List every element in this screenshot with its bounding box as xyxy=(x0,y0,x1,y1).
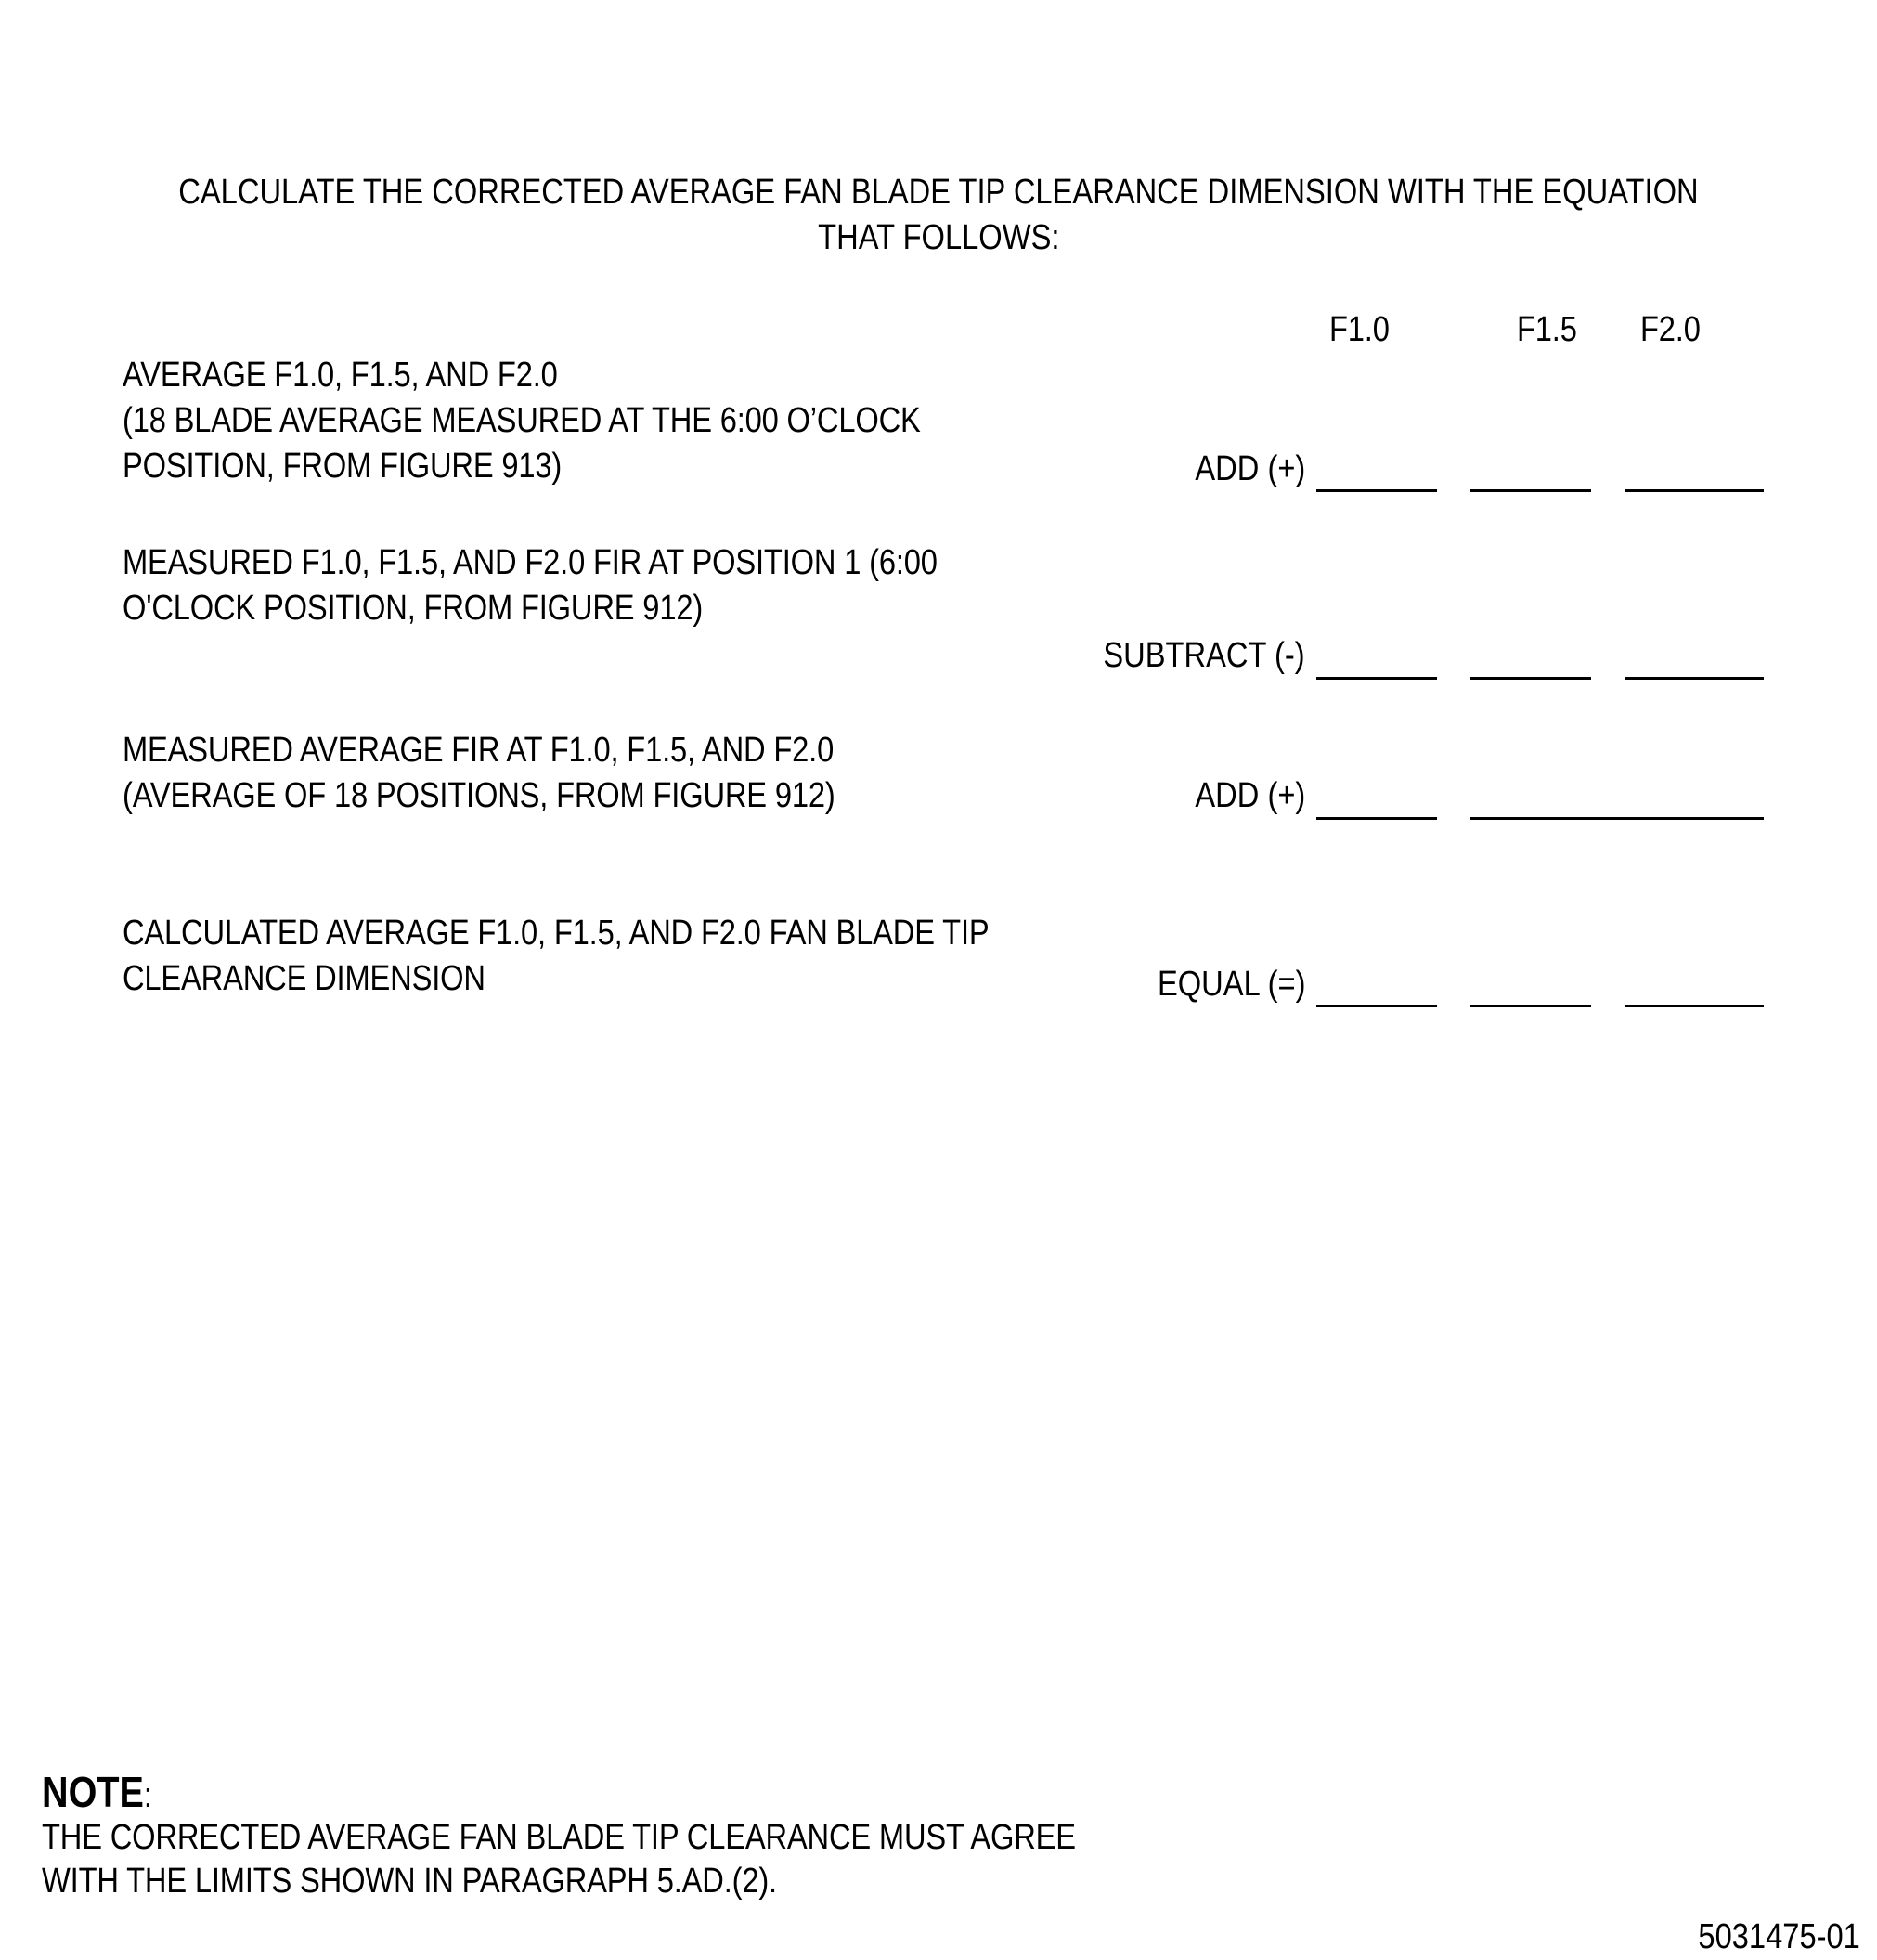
row-1-f2-0-blank[interactable] xyxy=(1625,489,1764,492)
row-2-f1-5-blank[interactable] xyxy=(1470,677,1591,680)
row-4-f1-0-blank[interactable] xyxy=(1316,1005,1437,1007)
row-2-line-2: O'CLOCK POSITION, FROM FIGURE 912) xyxy=(123,589,704,628)
note-line-1: THE CORRECTED AVERAGE FAN BLADE TIP CLEARANCE MUST AGREE xyxy=(42,1818,1076,1857)
row-3-f1-0-blank[interactable] xyxy=(1316,817,1437,820)
row-4-operator: EQUAL (=) xyxy=(1157,965,1305,1004)
row-2-f1-0-blank[interactable] xyxy=(1316,677,1437,680)
row-2-f2-0-blank[interactable] xyxy=(1625,677,1764,680)
row-4-f1-5-blank[interactable] xyxy=(1470,1005,1591,1007)
row-2-operator: SUBTRACT (-) xyxy=(1103,636,1305,675)
note-colon: : xyxy=(143,1776,152,1815)
row-3-line-1: MEASURED AVERAGE FIR AT F1.0, F1.5, AND F2.0 xyxy=(123,731,835,770)
row-4-f2-0-blank[interactable] xyxy=(1625,1005,1764,1007)
note-label: NOTE: xyxy=(42,1768,152,1816)
row-1-line-1: AVERAGE F1.0, F1.5, AND F2.0 xyxy=(123,356,558,395)
row-4-line-2: CLEARANCE DIMENSION xyxy=(123,959,485,998)
row-3-line-2: (AVERAGE OF 18 POSITIONS, FROM FIGURE 912) xyxy=(123,776,835,815)
column-header-f2-0: F2.0 xyxy=(1640,310,1701,349)
row-1-operator: ADD (+) xyxy=(1195,449,1305,488)
row-3-operator: ADD (+) xyxy=(1195,776,1305,815)
note-line-2: WITH THE LIMITS SHOWN IN PARAGRAPH 5.AD.(2). xyxy=(42,1862,777,1901)
figure-id: 5031475-01 xyxy=(1698,1917,1860,1956)
row-2-line-1: MEASURED F1.0, F1.5, AND F2.0 FIR AT POSITION 1 (6:00 xyxy=(123,543,938,582)
heading-line-1: CALCULATE THE CORRECTED AVERAGE FAN BLADE TIP CLEARANCE DIMENSION WITH THE EQUATION xyxy=(178,173,1699,212)
row-4-line-1: CALCULATED AVERAGE F1.0, F1.5, AND F2.0 FAN BLADE TIP xyxy=(123,914,990,953)
row-3-f1-5-f2-0-blank[interactable] xyxy=(1470,817,1764,820)
column-header-f1-5: F1.5 xyxy=(1517,310,1577,349)
row-1-f1-0-blank[interactable] xyxy=(1316,489,1437,492)
row-1-line-2: (18 BLADE AVERAGE MEASURED AT THE 6:00 O’CLOCK xyxy=(123,401,921,440)
row-1-f1-5-blank[interactable] xyxy=(1470,489,1591,492)
row-1-line-3: POSITION, FROM FIGURE 913) xyxy=(123,447,563,486)
heading-line-2: THAT FOLLOWS: xyxy=(817,218,1060,257)
column-header-f1-0: F1.0 xyxy=(1329,310,1390,349)
